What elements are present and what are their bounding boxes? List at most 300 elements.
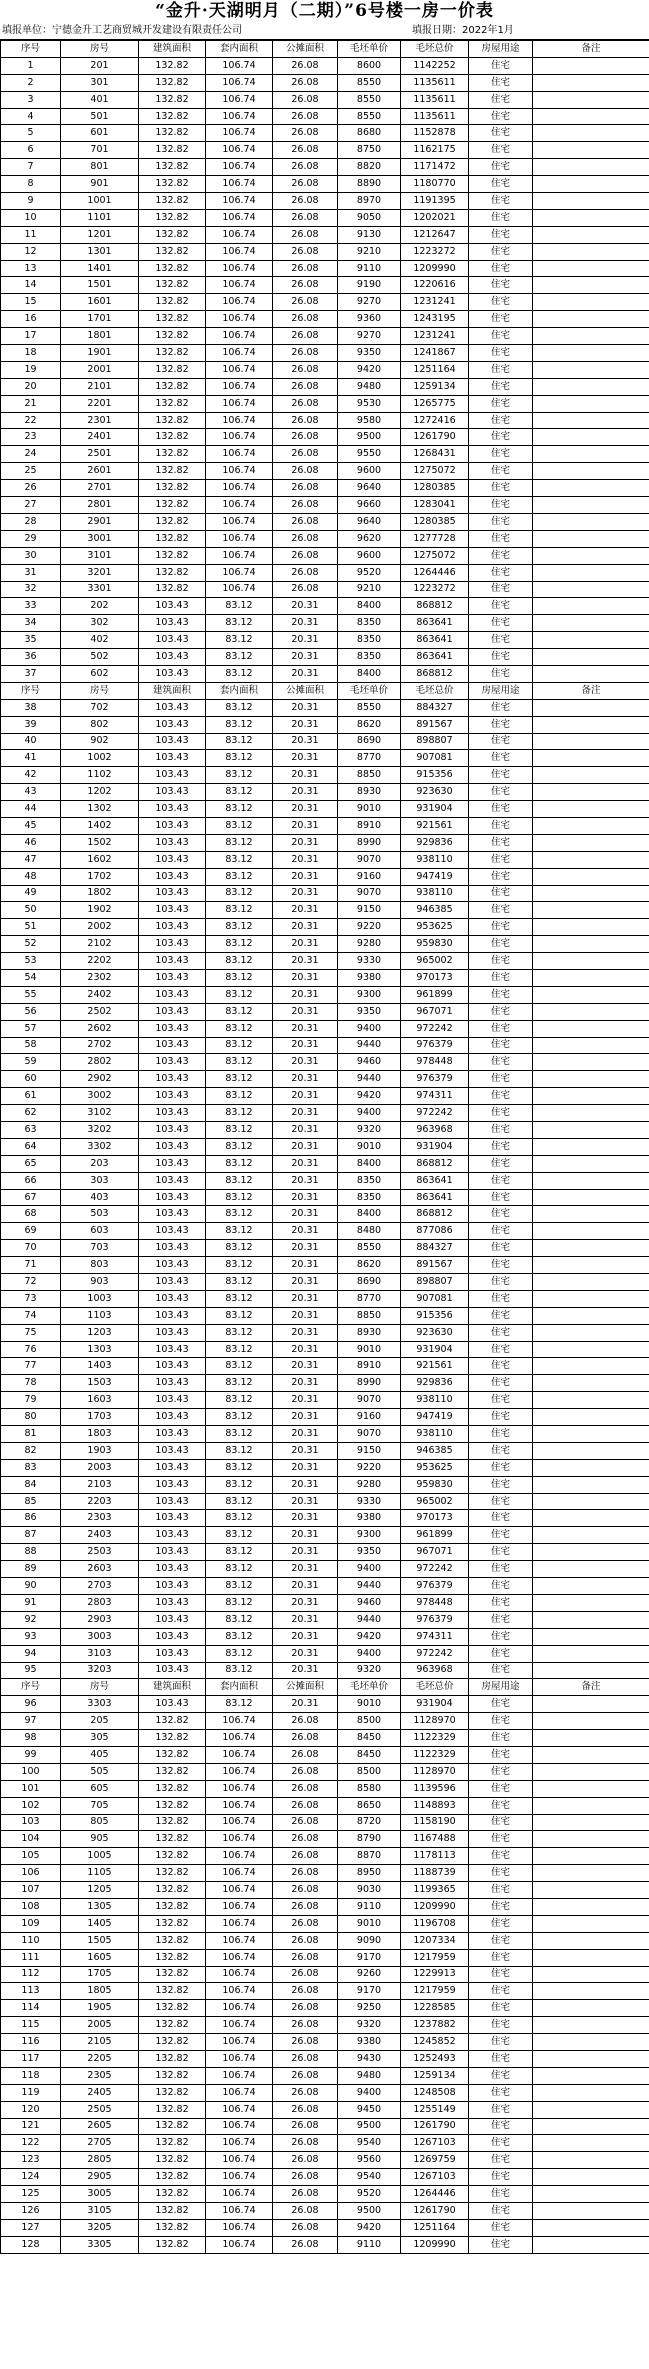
table-cell: 1261790	[401, 2118, 469, 2135]
table-row	[1, 1122, 649, 1139]
table-cell: 20.31	[273, 1358, 338, 1375]
table-cell: 26.08	[273, 2203, 338, 2220]
table-cell: 401	[61, 91, 139, 108]
table-cell: 106.74	[206, 2152, 273, 2169]
table-cell: 132.82	[139, 2000, 206, 2017]
table-cell: 884327	[401, 699, 469, 716]
table-row	[1, 1476, 649, 1493]
table-row	[1, 294, 649, 311]
table-cell: 103.43	[139, 750, 206, 767]
table-cell: 20.31	[273, 936, 338, 953]
table-cell: 83.12	[206, 834, 273, 851]
table-cell: 1275072	[401, 463, 469, 480]
table-row	[1, 226, 649, 243]
table-cell: 20.31	[273, 1088, 338, 1105]
table-cell: 1265775	[401, 395, 469, 412]
table-cell: 20.31	[273, 784, 338, 801]
table-cell	[533, 1290, 649, 1307]
table-row	[1, 969, 649, 986]
table-cell: 132.82	[139, 463, 206, 480]
table-cell: 83.12	[206, 615, 273, 632]
table-cell: 34	[1, 615, 61, 632]
table-row	[1, 1544, 649, 1561]
table-cell: 103.43	[139, 902, 206, 919]
table-cell: 978448	[401, 1594, 469, 1611]
table-cell: 1272416	[401, 412, 469, 429]
table-cell: 20.31	[273, 902, 338, 919]
table-cell: 52	[1, 936, 61, 953]
table-cell: 114	[1, 2000, 61, 2017]
table-cell: 住宅	[469, 176, 533, 193]
table-cell: 26.08	[273, 547, 338, 564]
table-cell: 9460	[338, 1054, 401, 1071]
table-cell: 103.43	[139, 1071, 206, 1088]
table-cell: 3302	[61, 1138, 139, 1155]
table-cell: 947419	[401, 868, 469, 885]
table-cell: 103.43	[139, 1003, 206, 1020]
table-cell: 20.31	[273, 1476, 338, 1493]
table-cell: 115	[1, 2017, 61, 2034]
table-row	[1, 1848, 649, 1865]
table-cell: 106.74	[206, 530, 273, 547]
table-cell: 1135611	[401, 74, 469, 91]
table-row	[1, 615, 649, 632]
table-cell: 20.31	[273, 919, 338, 936]
table-cell: 住宅	[469, 1105, 533, 1122]
table-cell: 106.74	[206, 1814, 273, 1831]
table-row	[1, 345, 649, 362]
table-cell	[533, 598, 649, 615]
table-cell: 18	[1, 345, 61, 362]
table-cell	[533, 1206, 649, 1223]
table-cell: 1003	[61, 1290, 139, 1307]
table-cell: 69	[1, 1223, 61, 1240]
table-cell	[533, 1155, 649, 1172]
table-cell: 住宅	[469, 1780, 533, 1797]
table-cell: 1002	[61, 750, 139, 767]
table-cell: 106	[1, 1865, 61, 1882]
header-cell: 毛坯总价	[401, 41, 469, 58]
table-cell: 26.08	[273, 108, 338, 125]
table-cell: 住宅	[469, 277, 533, 294]
table-cell: 1171472	[401, 159, 469, 176]
table-cell: 83.12	[206, 986, 273, 1003]
table-cell: 103.43	[139, 1122, 206, 1139]
table-cell: 26.08	[273, 260, 338, 277]
table-cell: 住宅	[469, 142, 533, 159]
table-cell: 9130	[338, 226, 401, 243]
table-cell: 住宅	[469, 733, 533, 750]
table-cell: 83.12	[206, 733, 273, 750]
table-row	[1, 801, 649, 818]
table-cell: 住宅	[469, 2084, 533, 2101]
table-cell: 1202	[61, 784, 139, 801]
table-cell: 103.43	[139, 885, 206, 902]
table-cell: 住宅	[469, 1527, 533, 1544]
table-cell: 103.43	[139, 1510, 206, 1527]
table-cell: 132.82	[139, 345, 206, 362]
table-cell: 19	[1, 361, 61, 378]
table-row	[1, 530, 649, 547]
table-cell: 103.43	[139, 868, 206, 885]
table-cell: 74	[1, 1307, 61, 1324]
table-cell: 9400	[338, 2084, 401, 2101]
table-cell: 106.74	[206, 2236, 273, 2253]
table-cell: 868812	[401, 1206, 469, 1223]
header-cell: 房屋用途	[469, 682, 533, 699]
table-cell: 26.08	[273, 581, 338, 598]
table-cell: 108	[1, 1898, 61, 1915]
table-cell: 1162175	[401, 142, 469, 159]
table-cell: 住宅	[469, 665, 533, 682]
table-row	[1, 1628, 649, 1645]
table-cell	[533, 2236, 649, 2253]
table-cell: 9540	[338, 2135, 401, 2152]
table-cell: 120	[1, 2101, 61, 2118]
table-cell	[533, 1138, 649, 1155]
table-row	[1, 446, 649, 463]
table-cell: 3202	[61, 1122, 139, 1139]
table-cell	[533, 260, 649, 277]
table-cell: 938110	[401, 851, 469, 868]
table-cell: 住宅	[469, 1983, 533, 2000]
table-cell: 100	[1, 1763, 61, 1780]
table-cell: 住宅	[469, 1020, 533, 1037]
table-cell: 住宅	[469, 2186, 533, 2203]
table-cell: 9350	[338, 1003, 401, 1020]
table-cell: 83.12	[206, 1645, 273, 1662]
table-row	[1, 936, 649, 953]
table-cell: 26.08	[273, 1713, 338, 1730]
table-cell: 8650	[338, 1797, 401, 1814]
table-row	[1, 1915, 649, 1932]
table-cell: 83.12	[206, 1257, 273, 1274]
table-cell: 205	[61, 1713, 139, 1730]
table-cell: 住宅	[469, 1459, 533, 1476]
table-cell: 72	[1, 1274, 61, 1291]
table-cell: 9330	[338, 953, 401, 970]
table-cell: 106.74	[206, 480, 273, 497]
table-cell: 26.08	[273, 1932, 338, 1949]
table-cell: 103.43	[139, 716, 206, 733]
table-cell: 38	[1, 699, 61, 716]
table-cell: 3105	[61, 2203, 139, 2220]
table-cell: 11	[1, 226, 61, 243]
table-cell: 83.12	[206, 1426, 273, 1443]
table-cell: 106.74	[206, 2186, 273, 2203]
table-cell: 103.43	[139, 1257, 206, 1274]
table-cell: 1152878	[401, 125, 469, 142]
table-cell: 17	[1, 328, 61, 345]
table-cell: 9270	[338, 328, 401, 345]
table-cell: 103.43	[139, 1037, 206, 1054]
table-cell	[533, 1527, 649, 1544]
table-cell	[533, 2034, 649, 2051]
table-cell: 31	[1, 564, 61, 581]
table-cell: 802	[61, 716, 139, 733]
table-cell: 9500	[338, 2118, 401, 2135]
table-cell: 103.43	[139, 1307, 206, 1324]
table-cell: 2601	[61, 463, 139, 480]
table-cell: 20.31	[273, 1493, 338, 1510]
table-row	[1, 2084, 649, 2101]
table-cell	[533, 1476, 649, 1493]
table-cell: 20.31	[273, 1037, 338, 1054]
table-cell	[533, 1780, 649, 1797]
table-cell	[533, 564, 649, 581]
header-cell: 毛坯总价	[401, 682, 469, 699]
table-cell: 103.43	[139, 1054, 206, 1071]
table-cell	[533, 1105, 649, 1122]
header-cell: 房号	[61, 682, 139, 699]
table-cell: 103.43	[139, 1628, 206, 1645]
table-cell: 83.12	[206, 1628, 273, 1645]
table-cell: 住宅	[469, 480, 533, 497]
table-cell: 103.43	[139, 1274, 206, 1291]
table-cell: 9600	[338, 463, 401, 480]
table-row	[1, 1865, 649, 1882]
table-cell: 1178113	[401, 1848, 469, 1865]
header-cell: 套内面积	[206, 1679, 273, 1696]
table-cell: 106.74	[206, 311, 273, 328]
table-cell: 住宅	[469, 1138, 533, 1155]
table-cell: 402	[61, 632, 139, 649]
table-cell: 住宅	[469, 530, 533, 547]
table-row	[1, 851, 649, 868]
table-cell: 83.12	[206, 1054, 273, 1071]
table-cell: 106.74	[206, 209, 273, 226]
table-row	[1, 1898, 649, 1915]
table-cell	[533, 1831, 649, 1848]
table-cell: 住宅	[469, 446, 533, 463]
table-cell: 9070	[338, 1392, 401, 1409]
table-cell: 103.43	[139, 1206, 206, 1223]
table-cell	[533, 1341, 649, 1358]
table-cell: 26.08	[273, 446, 338, 463]
table-cell: 26.08	[273, 1780, 338, 1797]
table-cell: 202	[61, 598, 139, 615]
table-cell: 863641	[401, 632, 469, 649]
table-cell: 103.43	[139, 1561, 206, 1578]
table-cell: 9660	[338, 497, 401, 514]
table-cell: 3201	[61, 564, 139, 581]
table-cell: 42	[1, 767, 61, 784]
table-cell: 住宅	[469, 902, 533, 919]
table-cell: 132.82	[139, 243, 206, 260]
table-cell: 106.74	[206, 345, 273, 362]
table-cell: 1180770	[401, 176, 469, 193]
table-cell	[533, 1054, 649, 1071]
table-cell: 106.74	[206, 547, 273, 564]
table-row	[1, 1240, 649, 1257]
table-row	[1, 429, 649, 446]
table-row	[1, 1426, 649, 1443]
table-cell: 87	[1, 1527, 61, 1544]
table-cell: 住宅	[469, 1240, 533, 1257]
table-cell: 住宅	[469, 1206, 533, 1223]
table-cell: 959830	[401, 936, 469, 953]
table-cell: 116	[1, 2034, 61, 2051]
table-cell: 67	[1, 1189, 61, 1206]
table-cell: 26.08	[273, 328, 338, 345]
table-cell: 9010	[338, 1915, 401, 1932]
table-cell: 9250	[338, 2000, 401, 2017]
table-cell: 20.31	[273, 733, 338, 750]
table-row	[1, 1932, 649, 1949]
table-cell: 103.43	[139, 834, 206, 851]
table-cell: 132.82	[139, 497, 206, 514]
table-row	[1, 412, 649, 429]
table-cell: 601	[61, 125, 139, 142]
table-cell: 83.12	[206, 1476, 273, 1493]
table-cell: 26.08	[273, 2219, 338, 2236]
table-cell: 132.82	[139, 277, 206, 294]
table-cell: 住宅	[469, 1848, 533, 1865]
table-cell: 106.74	[206, 463, 273, 480]
table-cell: 501	[61, 108, 139, 125]
table-row	[1, 2219, 649, 2236]
table-cell: 20.31	[273, 1189, 338, 1206]
table-row	[1, 2203, 649, 2220]
table-cell: 9070	[338, 885, 401, 902]
table-cell: 8910	[338, 1358, 401, 1375]
table-cell: 1405	[61, 1915, 139, 1932]
table-cell: 1209990	[401, 260, 469, 277]
table-cell: 83.12	[206, 1003, 273, 1020]
table-cell: 898807	[401, 1274, 469, 1291]
header-cell: 毛坯单价	[338, 682, 401, 699]
table-cell: 86	[1, 1510, 61, 1527]
table-cell: 住宅	[469, 412, 533, 429]
table-cell: 8450	[338, 1746, 401, 1763]
table-cell: 106.74	[206, 328, 273, 345]
table-cell: 26.08	[273, 2186, 338, 2203]
table-cell: 住宅	[469, 1307, 533, 1324]
table-cell: 2901	[61, 513, 139, 530]
table-cell: 118	[1, 2067, 61, 2084]
table-cell: 1283041	[401, 497, 469, 514]
table-cell: 1248508	[401, 2084, 469, 2101]
table-row	[1, 395, 649, 412]
table-cell: 26.08	[273, 1814, 338, 1831]
table-cell	[533, 986, 649, 1003]
table-cell: 20.31	[273, 1510, 338, 1527]
table-cell: 953625	[401, 919, 469, 936]
table-cell: 9110	[338, 1898, 401, 1915]
table-cell: 66	[1, 1172, 61, 1189]
table-cell: 26.08	[273, 395, 338, 412]
table-cell: 2705	[61, 2135, 139, 2152]
table-cell: 1188739	[401, 1865, 469, 1882]
header-cell: 建筑面积	[139, 1679, 206, 1696]
table-cell: 8850	[338, 767, 401, 784]
table-cell: 24	[1, 446, 61, 463]
table-cell: 2702	[61, 1037, 139, 1054]
table-cell: 8350	[338, 1172, 401, 1189]
table-row	[1, 1341, 649, 1358]
table-cell: 1135611	[401, 108, 469, 125]
table-cell	[533, 463, 649, 480]
table-cell: 8790	[338, 1831, 401, 1848]
table-cell	[533, 1645, 649, 1662]
table-cell	[533, 497, 649, 514]
table-cell: 132.82	[139, 108, 206, 125]
table-cell: 2103	[61, 1476, 139, 1493]
table-cell: 3	[1, 91, 61, 108]
table-cell: 1277728	[401, 530, 469, 547]
table-cell	[533, 632, 649, 649]
table-cell: 953625	[401, 1459, 469, 1476]
table-cell: 884327	[401, 1240, 469, 1257]
table-cell: 2805	[61, 2152, 139, 2169]
table-cell: 1005	[61, 1848, 139, 1865]
table-cell: 103.43	[139, 1527, 206, 1544]
table-cell: 9460	[338, 1594, 401, 1611]
table-cell: 1231241	[401, 328, 469, 345]
table-cell: 9440	[338, 1611, 401, 1628]
table-cell: 26.08	[273, 2236, 338, 2253]
table-row	[1, 497, 649, 514]
table-cell: 1207334	[401, 1932, 469, 1949]
table-cell: 26.08	[273, 2118, 338, 2135]
table-cell: 住宅	[469, 1831, 533, 1848]
table-cell	[533, 1882, 649, 1899]
table-cell: 1255149	[401, 2101, 469, 2118]
table-cell: 106.74	[206, 564, 273, 581]
table-cell	[533, 2017, 649, 2034]
table-cell: 122	[1, 2135, 61, 2152]
table-cell: 103	[1, 1814, 61, 1831]
table-cell: 36	[1, 649, 61, 666]
table-cell: 83.12	[206, 1594, 273, 1611]
table-cell: 20.31	[273, 1155, 338, 1172]
table-cell: 132.82	[139, 1831, 206, 1848]
table-cell: 103.43	[139, 953, 206, 970]
table-cell: 1135611	[401, 91, 469, 108]
table-cell: 84	[1, 1476, 61, 1493]
table-cell: 2302	[61, 969, 139, 986]
table-cell: 9050	[338, 209, 401, 226]
table-cell: 9090	[338, 1932, 401, 1949]
table-cell: 住宅	[469, 1763, 533, 1780]
table-cell: 住宅	[469, 1746, 533, 1763]
table-cell: 9400	[338, 1020, 401, 1037]
table-cell: 1217959	[401, 1949, 469, 1966]
table-cell: 877086	[401, 1223, 469, 1240]
table-cell: 89	[1, 1561, 61, 1578]
table-cell: 1403	[61, 1358, 139, 1375]
table-cell: 8350	[338, 649, 401, 666]
table-cell: 9350	[338, 345, 401, 362]
table-cell: 25	[1, 463, 61, 480]
table-cell: 住宅	[469, 1882, 533, 1899]
table-cell: 44	[1, 801, 61, 818]
table-cell	[533, 446, 649, 463]
table-cell: 13	[1, 260, 61, 277]
table-row	[1, 817, 649, 834]
table-cell: 住宅	[469, 2135, 533, 2152]
table-cell	[533, 193, 649, 210]
table-cell: 9260	[338, 1966, 401, 1983]
table-cell: 83.12	[206, 1307, 273, 1324]
table-cell: 住宅	[469, 1628, 533, 1645]
table-row	[1, 2067, 649, 2084]
header-cell: 备注	[533, 41, 649, 58]
table-cell: 83.12	[206, 1020, 273, 1037]
table-cell: 住宅	[469, 547, 533, 564]
table-cell: 863641	[401, 1189, 469, 1206]
table-cell: 106.74	[206, 1865, 273, 1882]
